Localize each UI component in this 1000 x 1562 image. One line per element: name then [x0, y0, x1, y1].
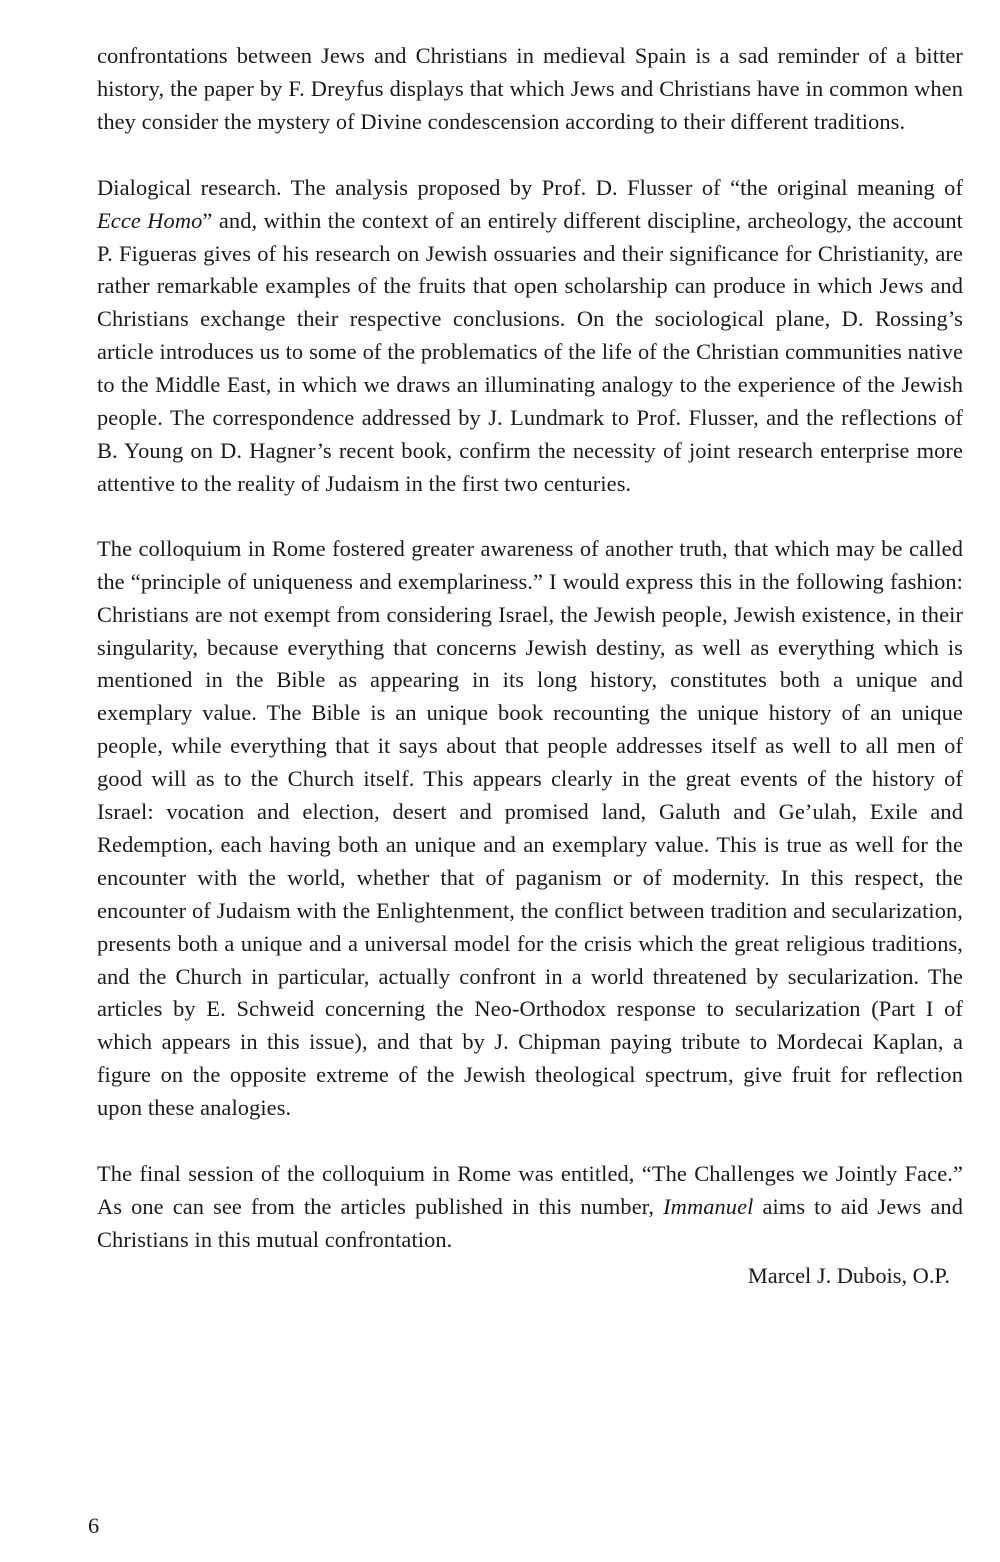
- paragraph-final-session: [97, 1158, 963, 1257]
- page-number: 6: [88, 1513, 100, 1538]
- author-signature: Marcel J. Dubois, O.P.: [747, 1262, 950, 1288]
- paragraph-text-segment: aims to aid Jews and Christians in this mutual confrontation.: [97, 1194, 963, 1252]
- document-page: [97, 40, 963, 1291]
- paragraph-text-segment: ” and, within the context of an entirely different discipline, archeology, the account P. Figueras gives of his research on Jewish ossuaries and their significance for Christianity, are rather remarkable examples of the fruits that open scholarship can produce in which Jews and Christians exchange their respective conclusions. On the sociological plane, D. Rossing’s article introduces us to some of the problematics of the life of the Christian communities native to the Middle East, in which we draws an illuminating analogy to the experience of the Jewish people. The correspondence addressed by J. Lundmark to Prof. Flusser, and the reflections of B. Young on D. Hagner’s recent book, confirm the necessity of joint research enterprise more attentive to the reality of Judaism in the first two centuries.: [97, 207, 963, 496]
- paragraph-intro: confrontations between Jews and Christians in medieval Spain is a sad reminder of a bitter history, the paper by F. Dreyfus displays that which Jews and Christians have in common when they consider the mystery of Divine condescension according to their different traditions.: [97, 43, 963, 134]
- italic-title-ecce-homo: Ecce Homo: [97, 207, 203, 233]
- paragraph-dialogical-research: [97, 172, 963, 501]
- paragraph-text-segment: The final session of the colloquium in Rome was entitled, “The Challenges we Jointly Face.” As one can see from the articles published in this number,: [97, 1161, 963, 1219]
- paragraph-colloquium: The colloquium in Rome fostered greater awareness of another truth, that which may be called the “principle of uniqueness and exemplariness.” I would express this in the following fashion: Christians are not exempt from considering Israel, the Jewish people, Jewish existence, in their singularity, because everything that concerns Jewish destiny, as well as everything which is mentioned in the Bible as appearing in its long history, constitutes both a unique and exemplary value. The Bible is an unique book recounting the unique history of an unique people, while everything that it says about that people addresses itself as well to all men of good will as to the Church itself. This appears clearly in the great events of the history of Israel: vocation and election, desert and promised land, Galuth and Ge’ulah, Exile and Redemption, each having both an unique and an exemplary value. This is true as well for the encounter with the world, whether that of paganism or of modernity. In this respect, the encounter of Judaism with the Enlightenment, the conflict between tradition and secularization, presents both a unique and a universal model for the crisis which the great religious traditions, and the Church in particular, actually confront in a world threatened by secularization. The articles by E. Schweid concerning the Neo-Orthodox response to secularization (Part I of which appears in this issue), and that by J. Chipman paying tribute to Mordecai Kaplan, a figure on the opposite extreme of the Jewish theological spectrum, give fruit for reflection upon these analogies.: [97, 535, 963, 1121]
- italic-title-immanuel: Immanuel: [663, 1194, 754, 1219]
- paragraph-text-segment: Dialogical research. The analysis proposed by Prof. D. Flusser of “the original meaning of: [97, 174, 963, 200]
